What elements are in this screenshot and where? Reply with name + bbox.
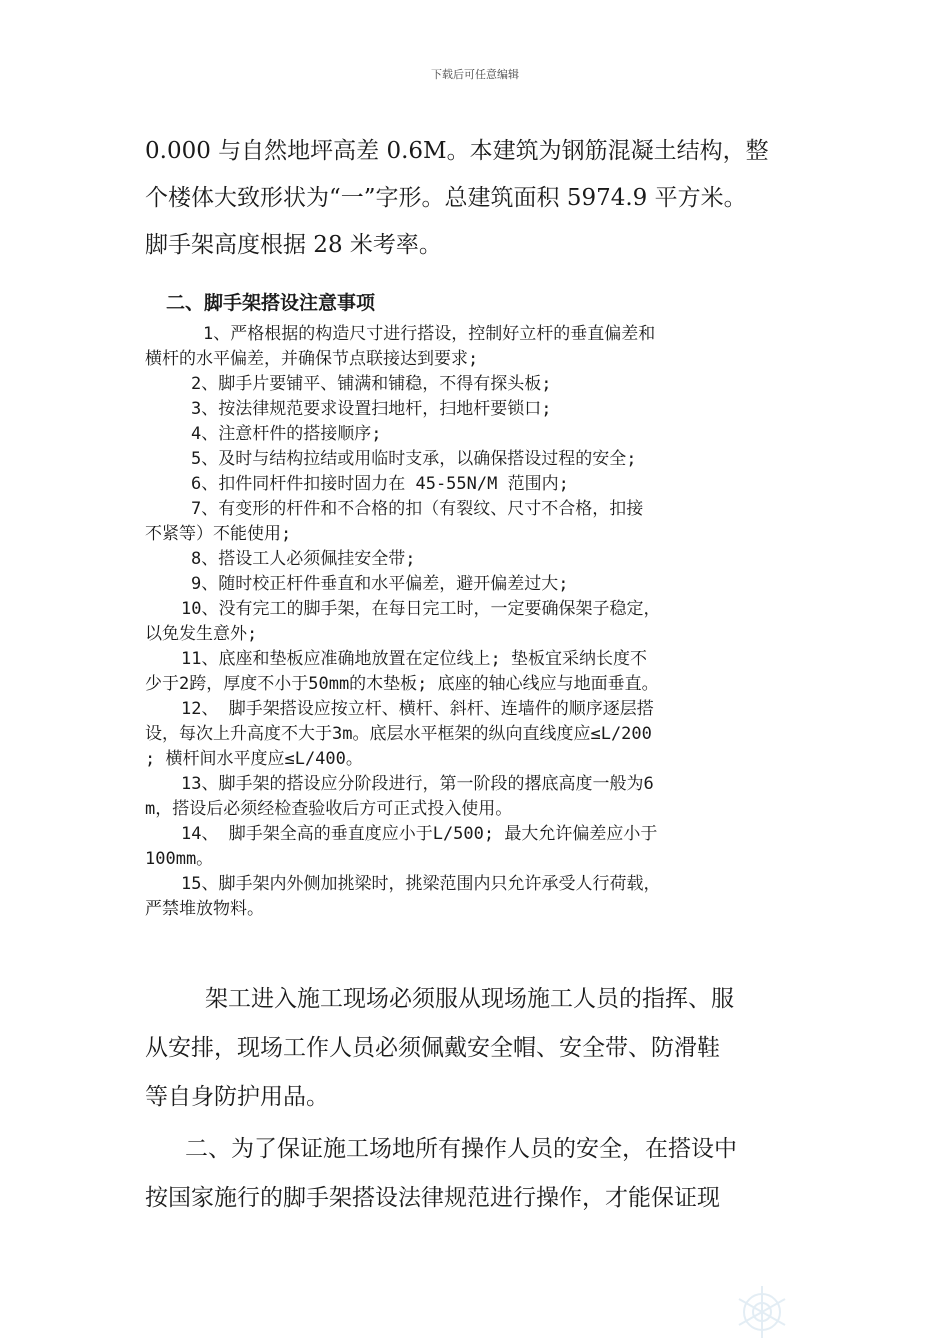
paragraph-line: 二、为了保证施工场地所有操作人员的安全，在搭设中 [185,1136,737,1162]
paragraph-line: 按国家施行的脚手架搭设法律规范进行操作，才能保证现 [145,1185,720,1211]
regulation-paragraph [145,1125,825,1223]
list-item-line: 8、搭设工人必须佩挂安全带; [191,549,416,569]
intro-line: 个楼体大致形状为“一”字形。总建筑面积 5974.9 平方米。 [145,185,747,211]
list-item-line: m，搭设后必须经检查验收后方可正式投入使用。 [145,799,513,819]
page-header: 下载后可任意编辑 [431,68,519,81]
list-item-line: ; 横杆间水平度应≤L/400。 [145,749,363,769]
list-item-line: 100mm。 [145,849,214,869]
list-item-line: 9、随时校正杆件垂直和水平偏差，避开偏差过大; [191,574,569,594]
list-item-line: 10、没有完工的脚手架，在每日完工时，一定要确保架子稳定， [181,599,661,619]
list-item-line: 少于2跨，厚度不小于50mm的木垫板; 底座的轴心线应与地面垂直。 [145,674,659,694]
list-item-line: 1、严格根据的构造尺寸进行搭设，控制好立杆的垂直偏差和 [203,324,656,344]
list-item-line: 4、注意杆件的搭接顺序; [191,424,382,444]
list-item-line: 13、脚手架的搭设应分阶段进行，第一阶段的撂底高度一般为6 [181,774,654,794]
snowflake-watermark-icon [732,1282,792,1342]
list-item-line: 6、扣件同杆件扣接时固力在 45-55N/M 范围内; [191,474,569,494]
list-item-line: 11、底座和垫板应准确地放置在定位线上; 垫板宜采纳长度不 [181,649,647,669]
paragraph-line: 架工进入施工现场必须服从现场施工人员的指挥、服 [205,986,734,1012]
list-item-line: 严禁堆放物料。 [145,899,264,919]
list-item-line: 3、按法律规范要求设置扫地杆，扫地杆要锁口; [191,399,552,419]
notice-list [145,322,825,922]
list-item-line: 7、有变形的杆件和不合格的扣（有裂纹、尺寸不合格，扣接 [191,499,644,519]
list-item-line: 设，每次上升高度不大于3m。底层水平框架的纵向直线度应≤L/200 [145,724,652,744]
list-item-line: 以免发生意外; [145,624,258,644]
intro-paragraph [145,128,825,269]
list-item-line: 不紧等）不能使用; [145,524,292,544]
list-item-line: 横杆的水平偏差，并确保节点联接达到要求; [145,349,479,369]
paragraph-line: 等自身防护用品。 [145,1084,329,1110]
worker-safety-paragraph [145,975,825,1122]
intro-line: 0.000 与自然地坪高差 0.6M。本建筑为钢筋混凝土结构，整 [145,138,769,164]
list-item-line: 5、及时与结构拉结或用临时支承，以确保搭设过程的安全; [191,449,637,469]
list-item-line: 12、 脚手架搭设应按立杆、横杆、斜杆、连墙件的顺序逐层搭 [181,699,654,719]
section-title: 二、脚手架搭设注意事项 [166,292,376,314]
list-item-line: 15、脚手架内外侧加挑梁时，挑梁范围内只允许承受人行荷载， [181,874,661,894]
list-item-line: 14、 脚手架全高的垂直度应小于L/500; 最大允许偏差应小于 [181,824,658,844]
list-item-line: 2、脚手片要铺平、铺满和铺稳，不得有探头板; [191,374,552,394]
paragraph-line: 从安排，现场工作人员必须佩戴安全帽、安全带、防滑鞋 [145,1035,720,1061]
intro-line: 脚手架高度根据 28 米考率。 [145,232,442,258]
